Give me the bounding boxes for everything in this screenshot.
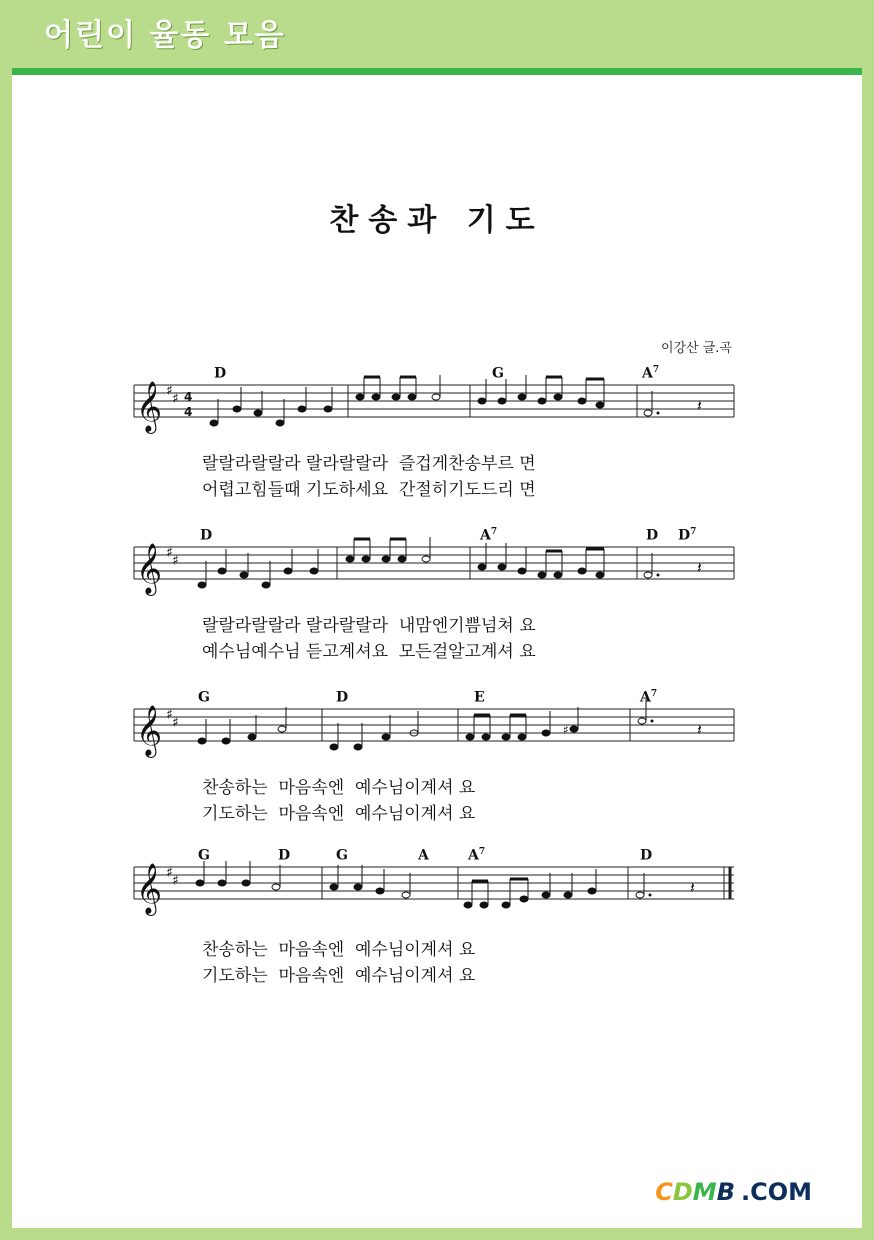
- header-title: 어린이 율동 모음: [44, 18, 286, 53]
- music-system-4: [12, 847, 862, 987]
- svg-text:♯: ♯: [172, 391, 179, 407]
- chord-label: G: [336, 847, 348, 864]
- lyric-line-1: 찬송하는 마음속엔 예수님이계셔 요: [202, 940, 476, 960]
- svg-text:♯: ♯: [563, 723, 569, 737]
- svg-text:𝄽: 𝄽: [690, 878, 695, 897]
- svg-text:♯: ♯: [166, 383, 173, 399]
- svg-text:♯: ♯: [172, 873, 179, 889]
- lyric-line-2: 어렵고힘들때 기도하세요 간절히기도드리 면: [202, 480, 536, 500]
- music-system-3: [12, 689, 862, 824]
- chord-label: D: [200, 527, 213, 544]
- chord-label: D: [336, 689, 349, 706]
- staff-1: [12, 365, 862, 435]
- chord-label: G: [198, 689, 210, 706]
- chord-label: $A^7$: [642, 365, 660, 382]
- staff-3: [12, 689, 862, 759]
- svg-text:♯: ♯: [172, 553, 179, 569]
- lyric-line-2: 기도하는 마음속엔 예수님이계셔 요: [202, 966, 476, 986]
- chord-label: D: [640, 847, 653, 864]
- chord-label: E: [474, 689, 485, 706]
- music-system-1: [12, 365, 862, 500]
- svg-text:𝄞: 𝄞: [136, 381, 163, 432]
- header-banner: [0, 0, 874, 68]
- lyric-line-1: 랄랄라랄랄라 랄라랄랄라 내맘엔기쁨넘쳐 요: [202, 616, 536, 636]
- chord-label: D: [214, 365, 227, 382]
- chord-label: G: [198, 847, 210, 864]
- chord-label: $A^7$: [640, 689, 658, 706]
- svg-text:𝄽: 𝄽: [697, 720, 702, 739]
- svg-text:♯: ♯: [172, 715, 179, 731]
- lyric-line-1: 랄랄라랄랄라 랄라랄랄라 즐겁게찬송부르 면: [202, 454, 536, 474]
- svg-text:𝄽: 𝄽: [697, 396, 702, 415]
- chord-label: G: [492, 365, 504, 382]
- chord-label: $D^7$: [678, 527, 697, 544]
- music-system-2: [12, 527, 862, 662]
- chord-label: D: [278, 847, 291, 864]
- svg-text:♯: ♯: [166, 545, 173, 561]
- sheet-music-page: [12, 68, 862, 1228]
- cdmb-logo: CDMB .COM: [655, 1178, 812, 1206]
- svg-text:𝄽: 𝄽: [697, 558, 702, 577]
- lyric-line-2: 예수님예수님 듣고계셔요 모든걸알고계셔 요: [202, 642, 536, 662]
- song-title: 찬송과 기도: [329, 203, 545, 238]
- svg-text:♯: ♯: [166, 865, 173, 881]
- lyric-line-1: 찬송하는 마음속엔 예수님이계셔 요: [202, 778, 476, 798]
- chord-label: $A^7$: [480, 527, 498, 544]
- lyric-line-2: 기도하는 마음속엔 예수님이계셔 요: [202, 804, 476, 824]
- staff-4: [12, 847, 862, 917]
- svg-text:𝄞: 𝄞: [136, 543, 163, 594]
- svg-text:♯: ♯: [166, 707, 173, 723]
- svg-text:4: 4: [184, 405, 193, 419]
- svg-text:4: 4: [184, 390, 193, 404]
- chord-label: D: [646, 527, 659, 544]
- chord-label: A: [418, 847, 429, 864]
- svg-text:𝄞: 𝄞: [136, 863, 163, 914]
- chord-label: $A^7$: [468, 847, 486, 864]
- svg-text:𝄞: 𝄞: [136, 705, 163, 756]
- staff-2: [12, 527, 862, 597]
- composer-credit: 이강산 글.곡: [660, 341, 732, 356]
